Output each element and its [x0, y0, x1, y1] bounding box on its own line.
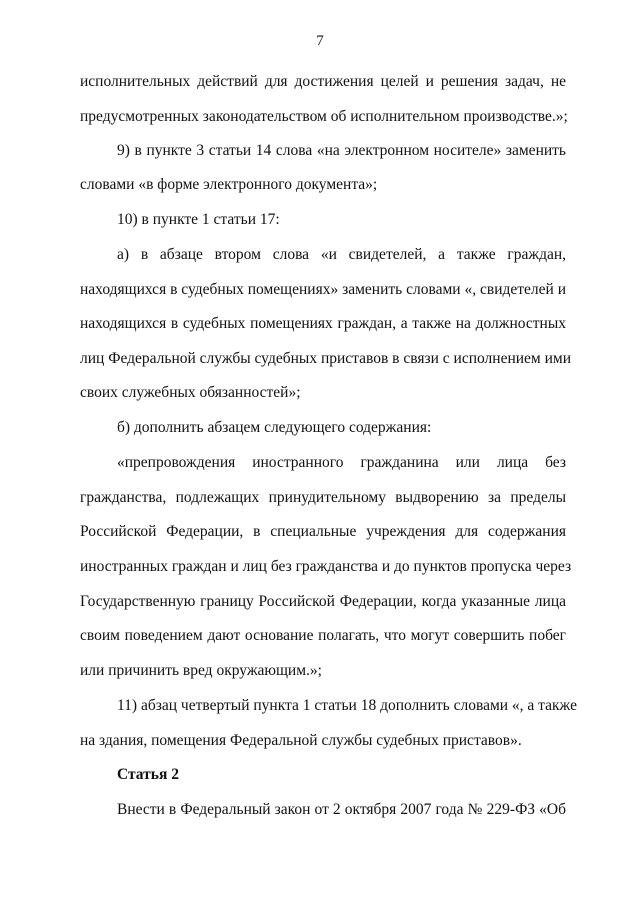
subparagraph-b-line: б) дополнить абзацем следующего содержания: — [117, 419, 432, 436]
quoted-text-line: «препровождения иностранного гражданина или лица без — [117, 454, 566, 471]
text-line: своих служебных обязанностей»; — [80, 384, 301, 401]
page-number: 7 — [316, 33, 324, 49]
text-line: лиц Федеральной службы судебных приставов в связи с исполнением ими — [80, 350, 572, 367]
text-line: находящихся в судебных помещениях граждан, а также на должностных — [80, 315, 566, 332]
text-line: на здания, помещения Федеральной службы судебных приставов». — [80, 732, 522, 749]
paragraph-9-line: 9) в пункте 3 статьи 14 слова «на электронном носителе» заменить — [117, 142, 566, 159]
text-line: Государственную границу Российской Федерации, когда указанные лица — [80, 593, 566, 610]
text-line: своим поведением дают основание полагать, что могут совершить побег — [80, 627, 566, 644]
text-line: Российской Федерации, в специальные учреждения для содержания — [80, 523, 566, 540]
text-line: или причинить вред окружающим.»; — [80, 662, 322, 679]
paragraph-10-line: 10) в пункте 1 статьи 17: — [117, 211, 280, 228]
text-line: гражданства, подлежащих принудительному выдворению за пределы — [80, 489, 566, 506]
subparagraph-a-line: а) в абзаце втором слова «и свидетелей, а также граждан, — [117, 246, 566, 263]
text-line: иностранных граждан и лиц без гражданства и до пунктов пропуска через — [80, 558, 572, 575]
text-line: словами «в форме электронного документа»; — [80, 176, 378, 193]
article-2-first-line: Внести в Федеральный закон от 2 октября 2007 года № 229-ФЗ «Об — [117, 801, 566, 818]
article-heading: Статья 2 — [117, 766, 179, 783]
paragraph-11-line: 11) абзац четвертый пункта 1 статьи 18 дополнить словами «, а также — [117, 697, 577, 714]
text-line: исполнительных действий для достижения целей и решения задач, не — [80, 73, 566, 90]
text-line: предусмотренных законодательством об исполнительном производстве.»; — [80, 108, 568, 125]
text-line: находящихся в судебных помещениях» заменить словами «, свидетелей и — [80, 281, 566, 298]
